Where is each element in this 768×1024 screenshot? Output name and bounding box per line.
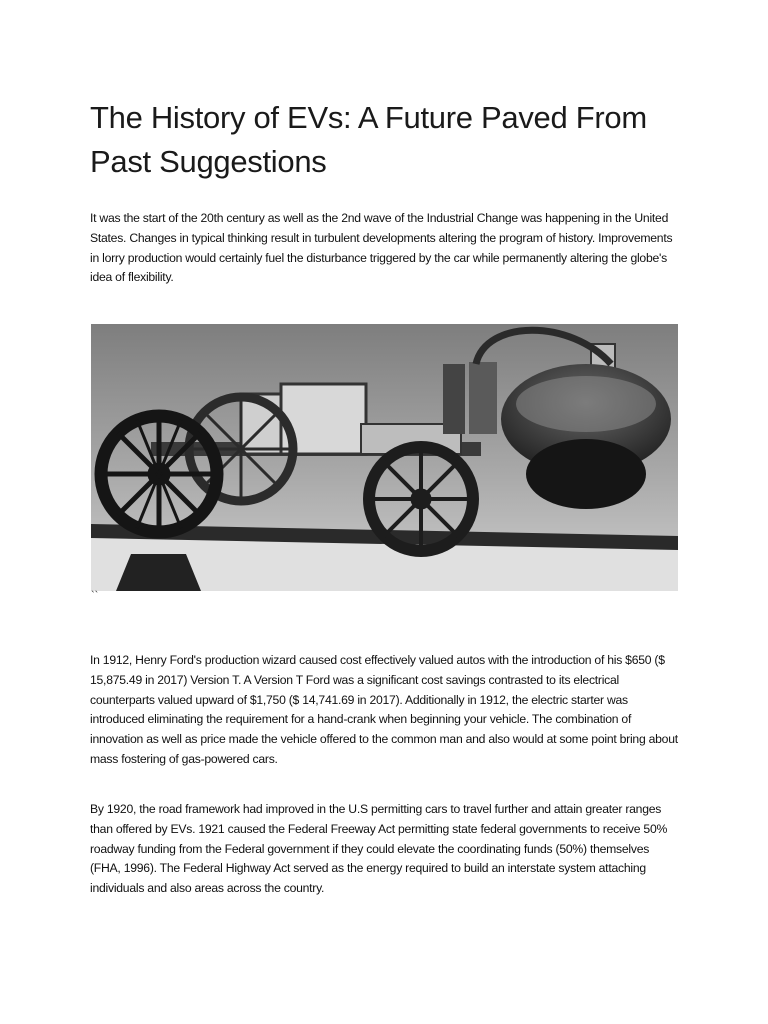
steam-carriage-photo xyxy=(91,324,678,591)
article-title: The History of EVs: A Future Paved From Past Suggestions xyxy=(90,100,647,179)
paragraph-ford: In 1912, Henry Ford's production wizard caused cost effectively valued autos with the introduction of his $650 ($ 15,875.49 in 2017) Version T. A Version T Ford was a significant cost savings contrasted to its electrical counterparts valued upward of $1,750 ($ 14,741.69 in 2017). Additionally in 1912, the electric starter was introduced eliminating the requirement for a hand-crank when beginning your vehicle. The combination of innovation as well as price made the vehicle offered to the common man and also would at some point bring about mass fostering of gas-powered cars. xyxy=(90,653,678,766)
paragraph-intro: It was the start of the 20th century as well as the 2nd wave of the Industrial Change was happening in the United States. Changes in typical thinking result in turbulent developments altering the program of history. Improvements in lorry production would certainly fuel the disturbance triggered by the car while permanently altering the globe's idea of flexibility. xyxy=(90,211,673,285)
image-caption: `` xyxy=(91,590,99,602)
paragraph-roads: By 1920, the road framework had improved in the U.S permitting cars to travel further and attain greater ranges than offered by EVs. 1921 caused the Federal Freeway Act permitting state federal governments to receive 50% roadway funding from the Federal government if they could elevate the coordinating funds (50%) themselves (FHA, 1996). The Federal Highway Act served as the energy required to build an interstate system attaching individuals and also areas across the country. xyxy=(90,802,668,896)
